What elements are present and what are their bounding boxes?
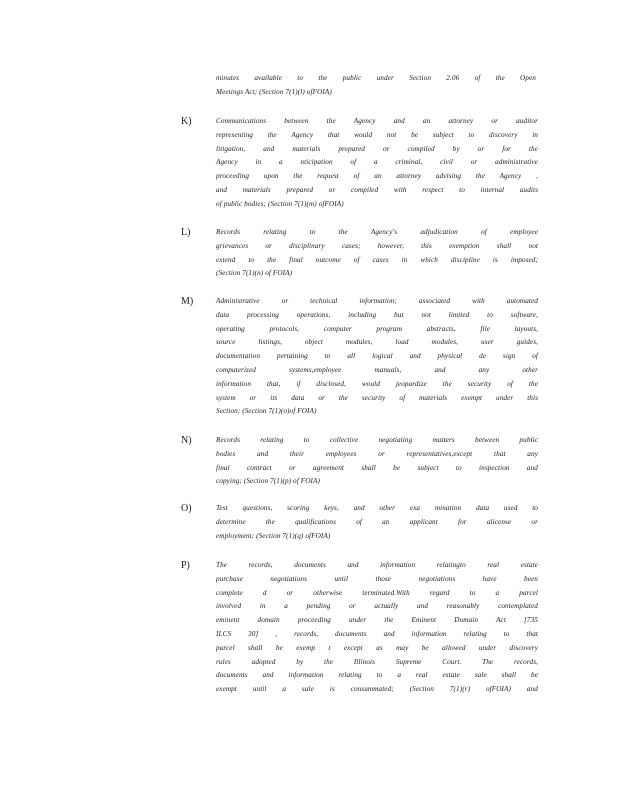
item-letter: M) bbox=[181, 296, 194, 307]
text-line: ILCS 30] , records, documents and information relating to that bbox=[216, 629, 538, 638]
item-text bbox=[216, 502, 538, 543]
text-line: complete d or otherwise terminated.With regard to a parcel bbox=[216, 588, 538, 597]
text-line: system or its data or the security of materials exempt under this bbox=[216, 393, 538, 402]
text-line: computerized systems,employee manuals, and any other bbox=[216, 365, 538, 374]
item-letter: N) bbox=[181, 435, 192, 446]
text-line: operating protocols, computer program abstracts, file layouts, bbox=[216, 324, 538, 333]
text-line: grievances or disciplinary cases; however, this exemption shall not bbox=[216, 241, 538, 250]
item-text bbox=[216, 295, 538, 419]
item-letter: K) bbox=[181, 116, 192, 127]
text-line: Agency in a nticipation of a criminal, civil or administrative bbox=[216, 158, 538, 167]
item-text bbox=[216, 115, 538, 212]
item-letter: L) bbox=[181, 227, 191, 238]
text-line: Records relating to the Agency's adjudication of employee bbox=[216, 228, 538, 236]
text-line: employment; (Section 7(1)(q) ofFOIA) bbox=[216, 531, 331, 540]
text-line: eminent domain proceeding under the Eminent Domain Act [735 bbox=[216, 616, 538, 625]
text-line: representing the Agency that would not be subject to discovery in bbox=[216, 130, 538, 139]
text-line: Administrative or technical information; associated with automated bbox=[216, 297, 538, 305]
text-line: proceeding upon the request of an attorney advising the Agency , bbox=[216, 172, 538, 181]
text-line: Test questions, scoring keys, and other exa mination data used to bbox=[216, 504, 538, 512]
text-line: purchase negotiations until those negotiations have been bbox=[216, 574, 538, 583]
text-line: bodies and their employees or representatives,except that any bbox=[216, 449, 538, 458]
text-line: documentation pertaining to all logical and physical de sign of bbox=[216, 352, 538, 361]
item-letter: P) bbox=[181, 560, 190, 571]
item-text bbox=[216, 226, 538, 281]
text-line: Meetings Act; (Section 7(1)(l) ofFOIA) bbox=[216, 87, 332, 96]
text-line: extend to the final outcome of cases in which discipline is imposed; bbox=[216, 255, 538, 264]
text-line: source listings, object modules, load modules, user guides, bbox=[216, 338, 538, 347]
text-line: copying; (Section 7(1)(p) of FOIA) bbox=[216, 477, 320, 486]
text-line: rules adopted by the Illinois Supreme Court. The records, bbox=[216, 657, 538, 666]
text-line: documents and information relating to a real estate sale shall be bbox=[216, 671, 538, 680]
text-line: final contract or agreement shall be subject to inspection and bbox=[216, 463, 538, 472]
item-text bbox=[216, 434, 538, 489]
item-text bbox=[216, 559, 538, 697]
text-line: information that, if disclosed, would jeopardize the security of the bbox=[216, 379, 538, 388]
continuation-paragraph bbox=[216, 72, 536, 100]
text-line: of public bodies; (Section 7(1)(m) ofFOIA) bbox=[216, 199, 344, 208]
text-line: parcel shall be exemp t except as may be allowed under discovery bbox=[216, 643, 538, 652]
text-line: data processing operations, including but not limited to software, bbox=[216, 310, 538, 319]
text-line: determine the qualifications of an applicant for alicense or bbox=[216, 517, 538, 526]
text-line: Records relating to collective negotiating matters between public bbox=[216, 436, 538, 444]
text-line: exempt until a sale is consummated; (Section 7(1)(r) ofFOIA) and bbox=[216, 685, 538, 694]
text-line: minutes available to the public under Section 2.06 of the Open bbox=[216, 74, 536, 82]
text-line: involved in a pending or actually and reasonably contemplated bbox=[216, 602, 538, 611]
text-line: Communications between the Agency and an attorney or auditor bbox=[216, 117, 538, 125]
text-line: and materials prepared or compiled with respect to internal audits bbox=[216, 185, 538, 194]
text-line: Section; (Section 7(1)(o)of FOIA) bbox=[216, 407, 317, 416]
item-letter: O) bbox=[181, 503, 192, 514]
text-line: litigation, and materials prepared or compiled by or for the bbox=[216, 144, 538, 153]
text-line: (Section 7(1)(n) of FOIA) bbox=[216, 269, 293, 278]
text-line: The records, documents and information relatingto real estate bbox=[216, 561, 538, 569]
